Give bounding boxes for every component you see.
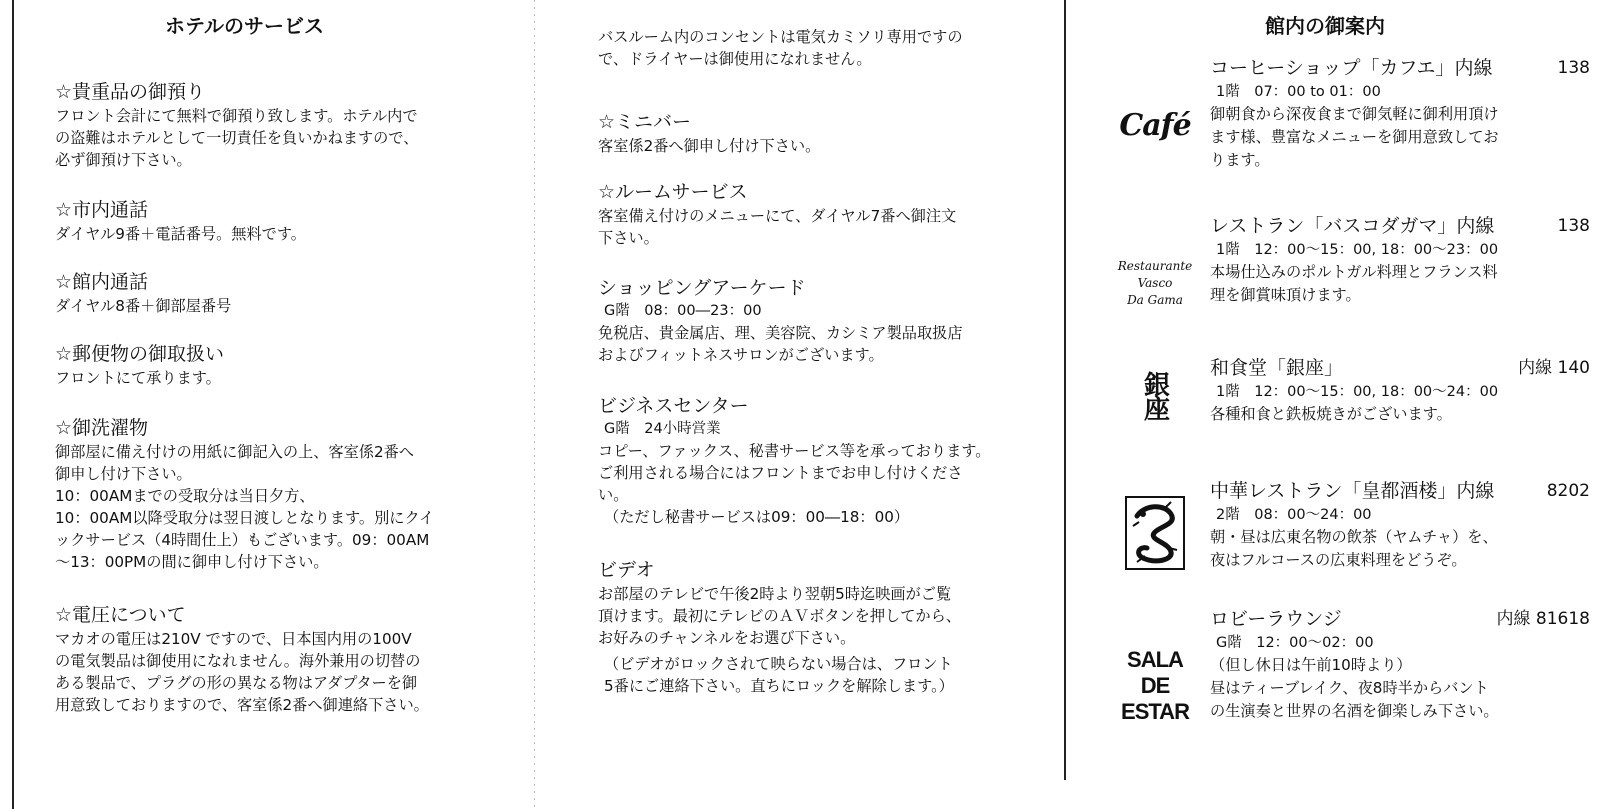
venue-heading <box>1210 213 1590 239</box>
venue-description-line: 昼はティーブレイク、夜8時半からバント <box>1210 679 1489 697</box>
dragon-logo <box>1110 493 1200 573</box>
text-line: およびフィットネスサロンがございます。 <box>598 346 884 364</box>
venue-lobby-lounge <box>1110 606 1590 756</box>
ginza-logo-text: 銀座 <box>1139 371 1170 419</box>
venue-description-line: 朝・昼は広東名物の飲茶（ヤムチャ）を、 <box>1210 528 1498 546</box>
fold-line-left <box>534 0 535 809</box>
ginza-logo <box>1110 360 1200 430</box>
video-section <box>598 558 1043 697</box>
text-line: ダイヤル8番＋御部屋番号 <box>55 297 232 315</box>
text-line: マカオの電圧は210V ですので、日本国内用の100V <box>55 630 412 648</box>
section-heading: ☆電圧について <box>55 604 186 626</box>
extension-number: 8202 <box>1546 481 1590 501</box>
venue-chinese-restaurant <box>1110 478 1590 608</box>
opening-hours: G階 12：00～02：00 <box>1216 635 1374 651</box>
text-line: ご利用される場合にはフロントまでお申し付けくださ <box>598 464 963 482</box>
laundry-section <box>55 416 495 573</box>
vasco-da-gama-logo <box>1110 243 1200 323</box>
text-line: の電気製品は御使用になれません。海外兼用の切替の <box>55 652 421 670</box>
logo-line: ESTAR <box>1121 699 1189 724</box>
text-line: 免税店、貴金属店、理、美容院、カシミア製品取扱店 <box>598 324 963 342</box>
opening-hours: 1階 07：00 to 01：00 <box>1216 84 1381 100</box>
text-line: 10：00AMまでの受取分は当日夕方、 <box>55 487 315 505</box>
valuables-section <box>55 80 495 171</box>
minibar-section <box>598 110 1043 157</box>
venue-description-line: 夜はフルコースの広東料理をどうぞ。 <box>1210 551 1467 569</box>
voltage-section <box>55 603 495 716</box>
text-note: （ただし秘書サービスは09：00―18：00） <box>604 508 910 526</box>
venue-description-line: （但し休日は午前10時より） <box>1210 656 1412 674</box>
venue-details <box>1210 355 1590 426</box>
logo-line: Restaurante <box>1117 258 1193 273</box>
text-line: 下さい。 <box>598 229 659 247</box>
text-line: ダイヤル9番＋電話番号。無料です。 <box>55 225 306 243</box>
venue-details <box>1210 478 1590 572</box>
opening-hours: 1階 12：00～15：00, 18：00～24：00 <box>1216 384 1499 400</box>
text-line: 用意致しておりますので、客室係2番へ御連絡下さい。 <box>55 696 429 714</box>
venue-heading <box>1210 606 1590 632</box>
cafe-logo-text: Café <box>1119 107 1191 143</box>
logo-line: DE <box>1140 673 1170 698</box>
text-line: 客室係2番へ御申し付け下さい。 <box>598 137 821 155</box>
section-heading: ☆ミニバー <box>598 111 692 133</box>
text-note: 5番にご連絡下さい。直ちにロックを解除します。） <box>604 677 954 695</box>
venue-name: レストラン「バスコダガマ」内線 <box>1210 215 1495 237</box>
venue-details <box>1210 55 1590 172</box>
opening-hours: G階 24小時営業 <box>604 421 721 437</box>
section-heading: ☆貴重品の御預り <box>55 81 206 103</box>
dragon-emblem-icon <box>1125 496 1185 570</box>
extension-number: 138 <box>1557 58 1590 78</box>
venue-ginza <box>1110 355 1590 485</box>
logo-line: Vasco <box>1137 275 1173 290</box>
section-heading: ビジネスセンター <box>598 395 749 417</box>
venue-details <box>1210 213 1590 307</box>
bathroom-outlet-note <box>598 26 1043 70</box>
text-line: お好みのチャンネルをお選び下さい。 <box>598 629 856 647</box>
extension-number: 内線 81618 <box>1496 609 1590 629</box>
text-line: ある製品で、プラグの形の異なる物はアダプターを御 <box>55 674 418 692</box>
venue-name: コーヒーショップ「カフエ」内線 <box>1210 57 1493 79</box>
left-page-border <box>12 0 14 809</box>
text-line: お部屋のテレビで午後2時より翌朝5時迄映画がご覧 <box>598 585 952 603</box>
text-line: い。 <box>598 486 629 504</box>
text-line: の盗難はホテルとして一切責任を負いかねますので、 <box>55 129 419 147</box>
text-line: バスルーム内のコンセントは電気カミソリ専用ですの <box>598 28 963 46</box>
section-heading: ☆市内通話 <box>55 199 149 221</box>
venue-name: ロビーラウンジ <box>1210 608 1342 630</box>
section-heading: ☆御洗濯物 <box>55 417 149 439</box>
text-line: ックサービス（4時間仕上）もございます。09：00AM <box>55 531 430 549</box>
text-line: コピー、ファックス、秘書サービス等を承っております。 <box>598 442 991 460</box>
section-heading: ☆ルームサービス <box>598 181 748 203</box>
text-line: で、ドライヤーは御使用になれません。 <box>598 50 872 68</box>
venue-heading <box>1210 355 1590 381</box>
section-heading: ☆館内通話 <box>55 271 149 293</box>
page-title: 館内の御案内 <box>1265 14 1385 38</box>
mail-section <box>55 342 495 389</box>
page-title: ホテルのサービス <box>165 14 324 38</box>
venue-description-line: ります。 <box>1210 151 1270 169</box>
venue-name: 和食堂「銀座」 <box>1210 357 1344 379</box>
text-line: 必ず御預け下さい。 <box>55 151 192 169</box>
venue-description-line: 理を御賞味頂けます。 <box>1210 286 1361 304</box>
text-line: 客室備え付けのメニューにて、ダイヤル7番へ御注文 <box>598 207 957 225</box>
shopping-arcade-section <box>598 276 1043 366</box>
text-line: 御申し付け下さい。 <box>55 465 192 483</box>
local-call-section <box>55 198 495 245</box>
section-heading: ビデオ <box>598 559 655 581</box>
text-line: 10：00AM以降受取分は翌日渡しとなります。別にクイ <box>55 509 435 527</box>
venue-cafe <box>1110 55 1590 185</box>
logo-line: SALA <box>1127 647 1183 672</box>
opening-hours: 2階 08：00～24：00 <box>1216 507 1372 523</box>
logo-line: Da Gama <box>1127 292 1183 307</box>
opening-hours: G階 08：00―23：00 <box>604 303 762 319</box>
venue-description-line: の生演奏と世界の名酒を御楽しみ下さい。 <box>1210 702 1499 720</box>
text-note: （ビデオがロックされて映らない場合は、フロント <box>604 655 953 673</box>
fold-line-right <box>1064 0 1066 780</box>
section-heading: ショッピングアーケード <box>598 277 806 299</box>
venue-heading <box>1210 55 1590 81</box>
text-line: 御部屋に備え付けの用紙に御記入の上、客室係2番へ <box>55 443 414 461</box>
business-center-section <box>598 394 1043 528</box>
internal-call-section <box>55 270 495 317</box>
venue-description-line: 本場仕込みのポルトガル料理とフランス料 <box>1210 263 1498 281</box>
text-line: ～13：00PMの間に御申し付け下さい。 <box>55 553 329 571</box>
text-line: 頂けます。最初にテレビのＡＶボタンを押してから、 <box>598 607 961 625</box>
room-service-section <box>598 180 1043 249</box>
venue-description-line: 御朝食から深夜食まで御気軽に御利用頂け <box>1210 105 1499 123</box>
cafe-logo <box>1110 95 1200 155</box>
extension-number: 138 <box>1557 216 1590 236</box>
extension-number: 内線 140 <box>1518 358 1590 378</box>
text-line: フロントにて承ります。 <box>55 369 221 387</box>
sala-de-estar-logo <box>1110 636 1200 736</box>
venue-description-line: 各種和食と鉄板焼きがございます。 <box>1210 405 1452 423</box>
venue-heading <box>1210 478 1590 504</box>
venue-description-line: ます様、豊富なメニューを御用意致してお <box>1210 128 1499 146</box>
text-line: フロント会計にて無料で御預り致します。ホテル内で <box>55 107 418 125</box>
venue-vasco-da-gama <box>1110 213 1590 343</box>
venue-details <box>1210 606 1590 723</box>
opening-hours: 1階 12：00～15：00, 18：00～23：00 <box>1216 242 1499 258</box>
section-heading: ☆郵便物の御取扱い <box>55 343 225 365</box>
venue-name: 中華レストラン「皇都酒楼」内線 <box>1210 480 1495 502</box>
